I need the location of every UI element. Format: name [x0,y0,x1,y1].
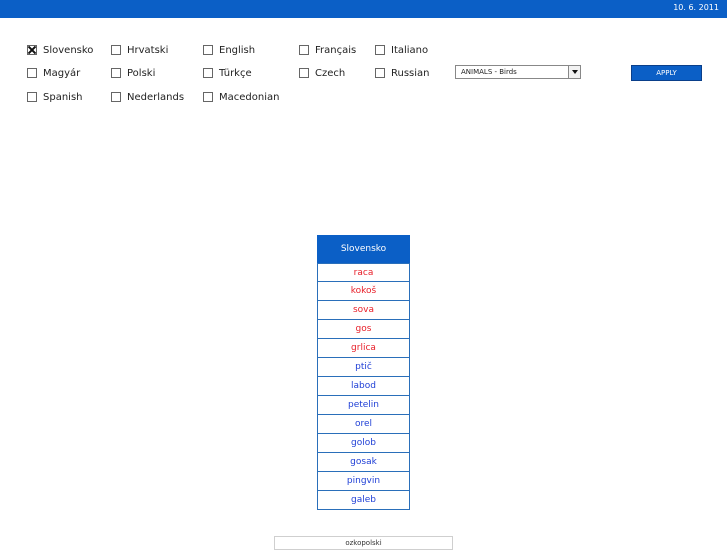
language-label: Spanish [43,91,83,103]
table-row: pingvin [317,472,410,491]
language-label: Slovensko [43,44,94,56]
table-row: gos [317,320,410,339]
language-checkbox-francais[interactable] [299,43,356,57]
language-checkbox-english[interactable] [203,43,255,57]
checkbox-icon[interactable] [299,68,309,78]
language-label: Magyár [43,67,81,79]
table-row: ptič [317,358,410,377]
table-row: galeb [317,491,410,510]
checkbox-icon[interactable] [299,45,309,55]
language-checkbox-turkce[interactable] [203,66,252,80]
table-row: kokoš [317,282,410,301]
table-row: sova [317,301,410,320]
apply-button[interactable]: APPLY [631,65,702,81]
bottom-text-box[interactable] [274,536,453,550]
table-row: gosak [317,453,410,472]
category-select[interactable] [455,65,581,79]
language-label: Nederlands [127,91,185,103]
language-label: Türkçe [219,67,252,79]
language-checkbox-macedonian[interactable] [203,90,279,104]
table-row: orel [317,415,410,434]
language-checkbox-magyar[interactable] [27,66,80,80]
language-label: Macedonian [219,91,280,103]
language-label: English [219,44,256,56]
checkbox-icon[interactable] [27,92,37,102]
chevron-down-icon[interactable] [568,66,580,78]
language-checkbox-italiano[interactable] [375,43,428,57]
checkbox-icon[interactable] [27,45,37,55]
checkbox-icon[interactable] [375,68,385,78]
language-label: Russian [391,67,430,79]
checkbox-icon[interactable] [203,68,213,78]
checkbox-icon[interactable] [111,68,121,78]
top-bar [0,0,727,18]
language-label: Czech [315,67,346,79]
language-label: Polski [127,67,156,79]
checkbox-icon[interactable] [203,92,213,102]
table-row: grlica [317,339,410,358]
language-checkbox-slovensko[interactable] [27,43,93,57]
language-checkbox-spanish[interactable] [27,90,83,104]
language-checkbox-hrvatski[interactable] [111,43,168,57]
language-label: Italiano [391,44,429,56]
language-checkbox-russian[interactable] [375,66,430,80]
language-label: Hrvatski [127,44,169,56]
language-checkbox-czech[interactable] [299,66,345,80]
category-select-value: ANIMALS - Birds [461,68,517,76]
language-checkbox-nederlands[interactable] [111,90,184,104]
checkbox-icon[interactable] [375,45,385,55]
checkbox-icon[interactable] [27,68,37,78]
bottom-text: ozkopolski [345,539,382,547]
checkbox-icon[interactable] [111,92,121,102]
checkbox-icon[interactable] [111,45,121,55]
date-label: 10. 6. 2011 [673,3,719,12]
table-header: Slovensko [317,235,410,263]
table-row: petelin [317,396,410,415]
table-row: raca [317,263,410,282]
table-row: labod [317,377,410,396]
word-table [317,235,410,510]
language-checkbox-polski[interactable] [111,66,155,80]
language-label: Français [315,44,357,56]
checkbox-icon[interactable] [203,45,213,55]
table-row: golob [317,434,410,453]
